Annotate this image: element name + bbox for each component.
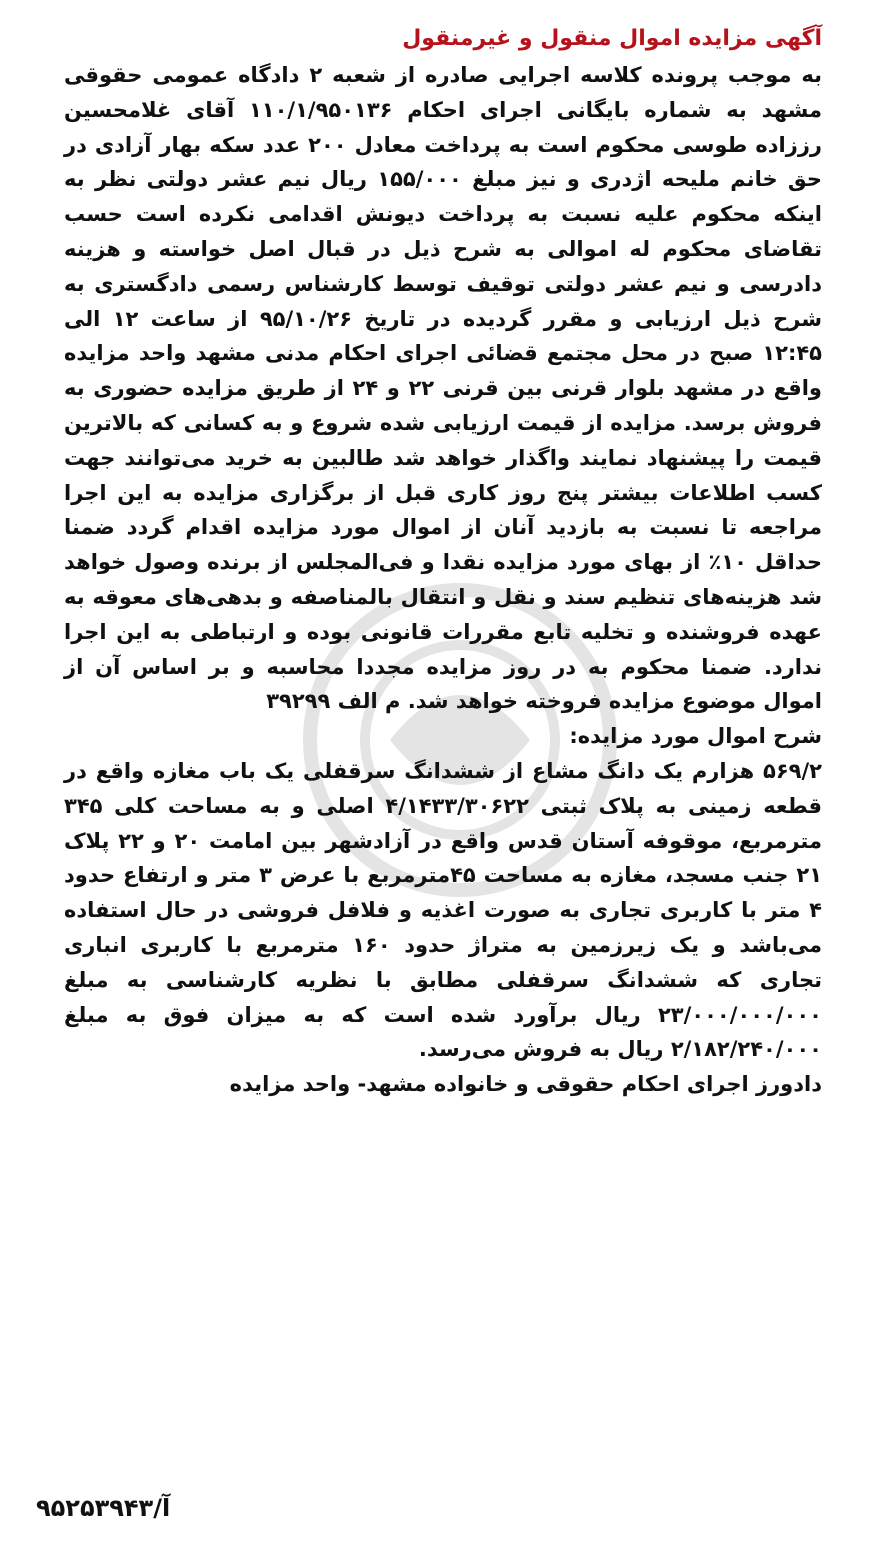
property-section-heading: شرح اموال مورد مزایده:	[569, 724, 822, 749]
notice-paragraph: به موجب پرونده کلاسه اجرایی صادره از شعبه ۲ دادگاه عمومی حقوقی مشهد به شماره بایگانی اجرای احکام ۱۱۰/۱/۹۵۰۱۳۶ آقای غلامحسین رززاده طوسی محکوم است به پرداخت معادل ۲۰۰ عدد سکه بهار آزادی در حق خانم ملیحه اژدری و نیز مبلغ ۱۵۵/۰۰۰ ریال نیم عشر دولتی نظر به اینکه محکوم علیه نسبت به پرداخت دیونش اقدامی نکرده است حسب تقاضای محکوم له اموالی به شرح ذیل در قبال اصل خواسته و هزینه دادرسی و نیم عشر دولتی توقیف توسط کارشناس رسمی دادگستری به شرح ذیل ارزیابی و مقرر گردیده در تاریخ ۹۵/۱۰/۲۶ از ساعت ۱۲ الی ۱۲:۴۵ صبح در محل مجتمع قضائی اجرای احکام مدنی مشهد واحد مزایده واقع در مشهد بلوار قرنی بین قرنی ۲۲ و ۲۴ از طریق مزایده حضوری به فروش برسد. مزایده از قیمت ارزیابی شده شروع و به کسانی که بالاترین قیمت را پیشنهاد نمایند واگذار خواهد شد طالبین به خرید می‌توانند جهت کسب اطلاعات بیشتر پنج روز کاری قبل از برگزاری مزایده به این اجرا مراجعه تا نسبت به بازدید آنان از اموال مورد مزایده اقدام گردد ضمنا حداقل ۱۰٪ از بهای مورد مزایده نقدا و فی‌المجلس از برنده وصول خواهد شد هزینه‌های تنظیم سند و نقل و انتقال بالمناصفه و بدهی‌های معوقه به عهده فروشنده و تخلیه تابع مقررات قانونی بوده و ارتباطی به این اجرا ندارد. ضمنا محکوم به در روز مزایده مجددا محاسبه و بر اساس آن از اموال موضوع مزایده فروخته خواهد شد. م الف ۳۹۲۹۹	[64, 63, 822, 714]
notice-title: آگهی مزایده اموال منقول و غیرمنقول	[402, 26, 822, 51]
property-description: ۵۶۹/۲ هزارم یک دانگ مشاع از ششدانگ سرقفلی یک باب مغازه واقع در قطعه زمینی به پلاک ثبتی ۴/۱۴۳۳/۳۰۶۲۲ اصلی و به مساحت کلی ۳۴۵ مترمربع، موقوفه آستان قدس واقع در آزادشهر بین امامت ۲۰ و ۲۲ پلاک ۲۱ جنب مسجد، مغازه به مساحت ۴۵مترمربع با عرض ۳ متر و ارتفاع حدود ۴ متر با کاربری تجاری به صورت اغذیه و فلافل فروشی در حال استفاده می‌باشد و یک زیرزمین به متراژ حدود ۱۶۰ مترمربع با کاربری انباری تجاری که ششدانگ سرقفلی مطابق با نظریه کارشناسی به مبلغ ۲۳/۰۰۰/۰۰۰/۰۰۰ ریال برآورد شده است که به میزان فوق به مبلغ ۲/۱۸۲/۲۴۰/۰۰۰ ریال به فروش می‌رسد.	[64, 758, 823, 1062]
notice-signature: دادورز اجرای احکام حقوقی و خانواده مشهد- واحد مزایده	[229, 1072, 822, 1097]
reference-code: آ/۹۵۲۵۳۹۴۳	[36, 1494, 171, 1522]
